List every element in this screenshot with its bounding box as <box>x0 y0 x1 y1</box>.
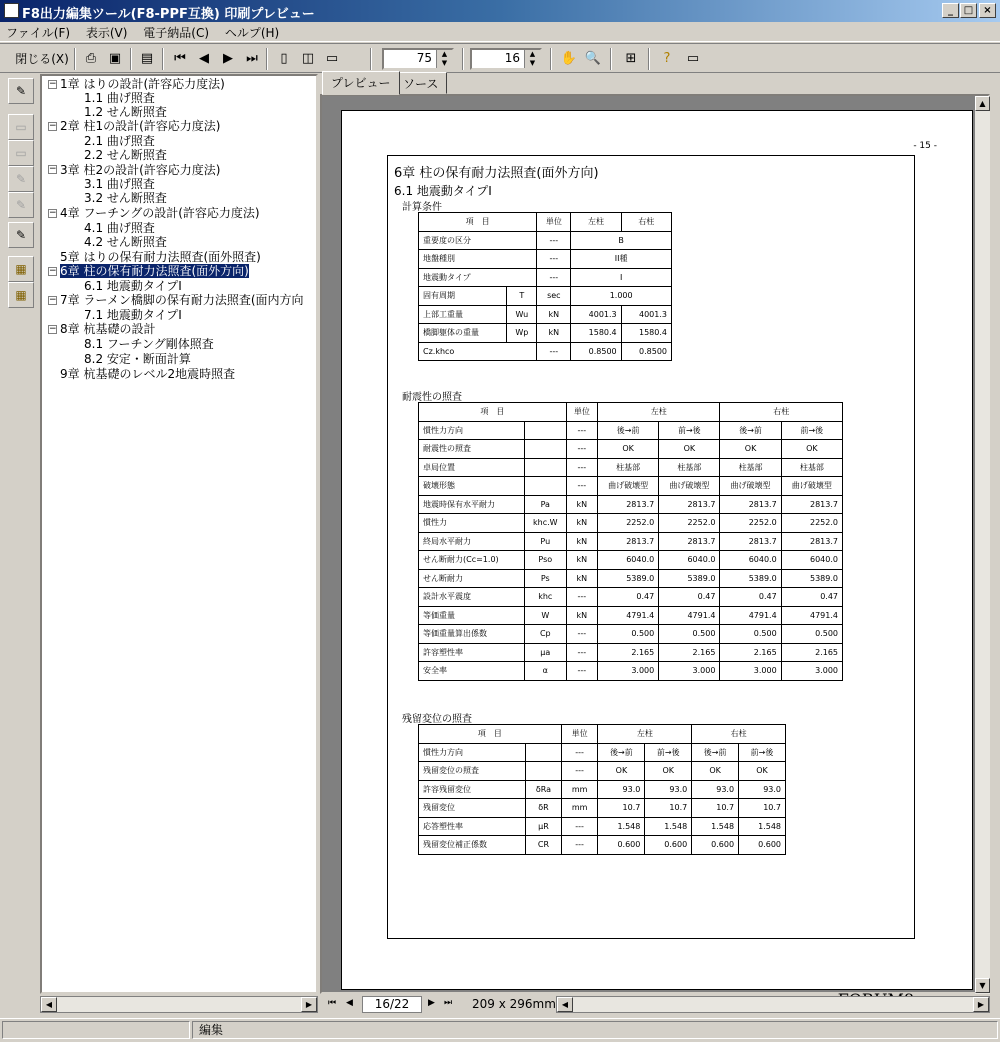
tree-chapter-2[interactable]: 2章 柱1の設計(許容応力度法) <box>60 119 221 133</box>
table-cell: 6040.0 <box>597 551 658 570</box>
page-number: - 15 - <box>913 141 937 151</box>
table-cell: 前→後 <box>739 743 786 762</box>
next-page-icon[interactable]: ▶ <box>223 51 233 66</box>
table-cell: 4791.4 <box>597 606 658 625</box>
table-row <box>419 743 786 762</box>
section-heading: 6.1 地震動タイプI <box>394 184 492 198</box>
table-cell: 後→前 <box>598 743 645 762</box>
outline-tree <box>40 74 318 994</box>
table-cell: kN <box>566 514 597 533</box>
table-cell: 93.0 <box>692 780 739 799</box>
zoom-tool-icon[interactable]: 🔍 <box>584 51 602 66</box>
left-toolbar <box>5 74 37 1010</box>
tree-chapter-6[interactable]: 6章 柱の保有耐力法照査(面外方向) <box>60 264 249 278</box>
table-cell: 6040.0 <box>781 551 842 570</box>
table-row <box>419 817 786 836</box>
collapse-icon[interactable]: − <box>49 324 57 334</box>
table-cell: 後→前 <box>692 743 739 762</box>
table-cell: 柱基部 <box>597 458 658 477</box>
seismic-check-label: 耐震性の照査 <box>402 392 462 403</box>
tree-chapter-4[interactable]: 4章 フーチングの設計(許容応力度法) <box>60 206 260 220</box>
table-cell: 1.548 <box>739 817 786 836</box>
tree-view-icon[interactable]: ▦ <box>8 256 34 282</box>
zoom-input[interactable] <box>382 48 454 70</box>
table-cell: 2813.7 <box>659 495 720 514</box>
status-panel-1 <box>2 1021 190 1039</box>
page-input[interactable] <box>470 48 542 70</box>
table-cell: μR <box>526 817 562 836</box>
menu-electronic-delivery[interactable]: 電子納品(C) <box>143 26 210 40</box>
table-cell: 残留変位 <box>419 799 526 818</box>
tree-item-4-1[interactable]: 4.1 曲げ照査 <box>84 221 155 235</box>
table-cell: 5389.0 <box>720 569 781 588</box>
collapse-icon[interactable]: − <box>49 208 57 218</box>
table-cell: 0.600 <box>739 836 786 855</box>
app-icon <box>4 3 19 18</box>
table-cell: 残留変位補正係数 <box>419 836 526 855</box>
table-cell: 等価重量 <box>419 606 525 625</box>
residual-check-table <box>418 724 786 855</box>
paper-size: 209 x 296mm <box>472 997 556 1011</box>
page-setup-icon[interactable]: ▤ <box>140 51 154 66</box>
tree-item-1-1[interactable]: 1.1 曲げ照査 <box>84 91 155 105</box>
table-cell: 慣性力方向 <box>419 421 525 440</box>
table-cell: 0.47 <box>659 588 720 607</box>
table-row <box>419 799 786 818</box>
table-cell: 5389.0 <box>781 569 842 588</box>
table-cell: 10.7 <box>739 799 786 818</box>
nav-first-icon[interactable]: ⏮ <box>328 998 337 1008</box>
table-cell: 1.548 <box>692 817 739 836</box>
print-icon[interactable]: ⎙ <box>85 51 97 66</box>
table-cell: OK <box>597 440 658 459</box>
table-cell: 0.600 <box>598 836 645 855</box>
tree-item-2-1[interactable]: 2.1 曲げ照査 <box>84 134 155 148</box>
table-cell: 破壊形態 <box>419 477 525 496</box>
first-page-icon[interactable]: ⏮ <box>174 51 186 66</box>
table-cell: 3.000 <box>781 662 842 681</box>
table-cell: α <box>524 662 566 681</box>
table-cell: kN <box>566 569 597 588</box>
table-cell: 慣性力 <box>419 514 525 533</box>
table-cell: 4791.4 <box>781 606 842 625</box>
table-row <box>419 606 843 625</box>
view-tabs <box>320 72 1000 94</box>
table-cell: 0.47 <box>781 588 842 607</box>
table-cell: 設計水平震度 <box>419 588 525 607</box>
nav-last-icon[interactable]: ⏭ <box>444 998 453 1008</box>
table-cell: --- <box>566 588 597 607</box>
table-cell: --- <box>566 625 597 644</box>
preview-horizontal-scrollbar[interactable] <box>556 996 990 1013</box>
tree-item-3-1[interactable]: 3.1 曲げ照査 <box>84 177 155 191</box>
table-cell: --- <box>566 440 597 459</box>
table-cell: 前→後 <box>781 421 842 440</box>
tree-chapter-1[interactable]: 1章 はりの設計(許容応力度法) <box>60 77 225 91</box>
table-row <box>419 762 786 781</box>
table-cell <box>526 743 562 762</box>
table-row <box>419 780 786 799</box>
table-cell: 曲げ破壊型 <box>597 477 658 496</box>
table-cell: 耐震性の照査 <box>419 440 525 459</box>
table-cell: 安全率 <box>419 662 525 681</box>
table-row <box>419 440 843 459</box>
table-cell: --- <box>561 817 598 836</box>
collapse-icon[interactable]: − <box>49 266 57 276</box>
tool-4-icon[interactable]: ✎ <box>8 166 34 192</box>
table-cell <box>524 421 566 440</box>
table-cell: 0.500 <box>659 625 720 644</box>
table-cell: 4791.4 <box>659 606 720 625</box>
table-cell: W <box>524 606 566 625</box>
table-cell: 1.548 <box>645 817 692 836</box>
table-cell <box>524 440 566 459</box>
two-page-icon[interactable]: ◫ <box>301 51 315 66</box>
table-cell: 柱基部 <box>659 458 720 477</box>
edit-pen-icon[interactable]: ✎ <box>8 78 34 104</box>
table-cell: 2252.0 <box>597 514 658 533</box>
tree-item-4-2[interactable]: 4.2 せん断照査 <box>84 235 167 249</box>
table-cell: --- <box>566 477 597 496</box>
tab-source[interactable]: ソース <box>394 72 447 94</box>
nav-prev-icon[interactable]: ◀ <box>346 998 353 1008</box>
table-cell: kN <box>566 532 597 551</box>
page-spinner[interactable]: ▲ ▼ <box>524 50 540 68</box>
table-cell: --- <box>566 458 597 477</box>
collapse-icon[interactable]: − <box>49 121 57 131</box>
table-cell: 終局水平耐力 <box>419 532 525 551</box>
table-row <box>419 477 843 496</box>
menu-help[interactable]: ヘルプ(H) <box>224 26 280 40</box>
page-field[interactable]: 16/22 <box>362 996 422 1013</box>
table-row <box>419 662 843 681</box>
table-cell: kN <box>566 551 597 570</box>
toolbar <box>0 43 1000 73</box>
table-row <box>419 588 843 607</box>
page-sheet <box>341 110 973 990</box>
table-cell: --- <box>566 643 597 662</box>
table-cell: Cp <box>524 625 566 644</box>
multi-page-icon[interactable]: ▭ <box>325 51 339 66</box>
page-navigation <box>320 996 990 1013</box>
table-cell: Ps <box>524 569 566 588</box>
table-cell: OK <box>645 762 692 781</box>
scroll-up-icon[interactable]: ▲ <box>975 96 990 111</box>
scroll-left-icon[interactable]: ◀ <box>557 997 573 1012</box>
table-cell: 0.500 <box>720 625 781 644</box>
table-cell: --- <box>566 421 597 440</box>
scroll-right-icon[interactable]: ▶ <box>301 997 317 1012</box>
table-row <box>419 643 843 662</box>
table-cell: 応答塑性率 <box>419 817 526 836</box>
table-cell: 5389.0 <box>597 569 658 588</box>
calc-conditions-table <box>418 212 672 361</box>
table-cell: 10.7 <box>692 799 739 818</box>
table-cell: 2813.7 <box>597 532 658 551</box>
close-preview-button[interactable]: 閉じる(X) <box>15 52 69 66</box>
table-cell: mm <box>561 780 598 799</box>
table-cell: δRa <box>526 780 562 799</box>
tree-item-8-2[interactable]: 8.2 安定・断面計算 <box>84 352 191 366</box>
scroll-down-icon[interactable]: ▼ <box>975 978 990 993</box>
tree-chapter-3[interactable]: 3章 柱2の設計(許容応力度法) <box>60 163 221 177</box>
preview-area <box>320 94 990 994</box>
table-row <box>419 625 843 644</box>
table-row <box>419 551 843 570</box>
table-cell: 93.0 <box>739 780 786 799</box>
prev-page-icon[interactable]: ◀ <box>199 51 209 66</box>
table-cell: kN <box>566 495 597 514</box>
residual-rows <box>419 743 786 854</box>
table-cell <box>524 477 566 496</box>
table-cell: 慣性力方向 <box>419 743 526 762</box>
table-cell <box>526 762 562 781</box>
table-cell: CR <box>526 836 562 855</box>
table-cell: OK <box>739 762 786 781</box>
table-cell: 4791.4 <box>720 606 781 625</box>
table-cell: 地震時保有水平耐力 <box>419 495 525 514</box>
table-cell: 6040.0 <box>720 551 781 570</box>
table-cell: --- <box>561 836 598 855</box>
table-cell: OK <box>598 762 645 781</box>
table-cell: --- <box>561 762 598 781</box>
collapse-icon[interactable]: − <box>49 164 57 174</box>
nav-next-icon[interactable]: ▶ <box>428 998 435 1008</box>
table-cell: 前→後 <box>659 421 720 440</box>
help-icon[interactable]: ? <box>663 51 671 66</box>
last-page-icon[interactable]: ⏭ <box>246 51 258 66</box>
tree-item-7-1[interactable]: 7.1 地震動タイプI <box>84 308 182 322</box>
table-cell: OK <box>659 440 720 459</box>
tree-horizontal-scrollbar[interactable] <box>40 996 318 1013</box>
table-cell: Pu <box>524 532 566 551</box>
table-row: 項 目 単位 左柱 右柱 <box>419 725 786 744</box>
tool-2-icon[interactable]: ▭ <box>8 114 34 140</box>
table-cell: 3.000 <box>720 662 781 681</box>
seismic-rows <box>419 421 843 680</box>
table-cell: khc.W <box>524 514 566 533</box>
about-icon[interactable]: ▭ <box>686 51 700 66</box>
table-cell: 後→前 <box>597 421 658 440</box>
table-row: 項 目 単位 左柱 右柱 <box>419 213 672 232</box>
table-row: 重要度の区分 --- B <box>419 231 672 250</box>
table-cell: 2813.7 <box>597 495 658 514</box>
table-cell: 6040.0 <box>659 551 720 570</box>
status-mode: 編集 <box>192 1021 998 1039</box>
table-cell: せん断耐力 <box>419 569 525 588</box>
table-cell: 0.600 <box>645 836 692 855</box>
tool-3-icon[interactable]: ▭ <box>8 140 34 166</box>
table-cell: 10.7 <box>645 799 692 818</box>
table-cell: 2.165 <box>659 643 720 662</box>
table-cell: 前→後 <box>645 743 692 762</box>
table-cell: --- <box>566 662 597 681</box>
fit-page-icon[interactable]: ⊞ <box>625 51 637 66</box>
tool-6-icon[interactable]: ✎ <box>8 222 34 248</box>
table-cell: 2813.7 <box>781 495 842 514</box>
table-cell: 曲げ破壊型 <box>659 477 720 496</box>
table-cell: mm <box>561 799 598 818</box>
table-row <box>419 569 843 588</box>
tab-preview[interactable]: プレビュー <box>322 71 400 95</box>
table-cell: 93.0 <box>645 780 692 799</box>
table-cell: 0.500 <box>597 625 658 644</box>
table-row: Cz.khco --- 0.8500 0.8500 <box>419 342 672 361</box>
table-cell: 0.47 <box>597 588 658 607</box>
table-cell: 卓局位置 <box>419 458 525 477</box>
table-cell: 等価重量算出係数 <box>419 625 525 644</box>
maximize-button[interactable]: □ <box>960 3 977 18</box>
tree-chapter-8[interactable]: 8章 杭基礎の設計 <box>60 322 156 336</box>
table-cell: 3.000 <box>597 662 658 681</box>
table-cell: 2.165 <box>720 643 781 662</box>
tool-5-icon[interactable]: ✎ <box>8 192 34 218</box>
table-row: 地盤種別 --- II種 <box>419 250 672 269</box>
residual-check-label: 残留変位の照査 <box>402 714 472 725</box>
hand-tool-icon[interactable]: ✋ <box>560 51 578 66</box>
table-row <box>419 421 843 440</box>
menu-bar <box>0 22 1000 42</box>
table-cell: 許容残留変位 <box>419 780 526 799</box>
table-cell: 後→前 <box>720 421 781 440</box>
table-cell: 曲げ破壊型 <box>720 477 781 496</box>
single-page-icon[interactable]: ▯ <box>280 51 288 66</box>
content-frame <box>387 155 915 939</box>
table-cell: OK <box>692 762 739 781</box>
menu-view[interactable]: 表示(V) <box>85 26 128 40</box>
table-row <box>419 514 843 533</box>
table-row: 地震動タイプ --- I <box>419 268 672 287</box>
table-row: 橋脚躯体の重量 Wp kN 1580.4 1580.4 <box>419 324 672 343</box>
tree-item-3-2[interactable]: 3.2 せん断照査 <box>84 191 167 205</box>
table-cell: 5389.0 <box>659 569 720 588</box>
table-cell: 10.7 <box>598 799 645 818</box>
table-cell: 3.000 <box>659 662 720 681</box>
table-cell: 93.0 <box>598 780 645 799</box>
table-cell: 0.47 <box>720 588 781 607</box>
tree-item-1-2[interactable]: 1.2 せん断照査 <box>84 105 167 119</box>
window-title: F8出力編集ツール(F8-PPF互換) 印刷プレビュー <box>22 7 315 22</box>
zoom-value: 75 <box>416 51 432 65</box>
tree-item-2-2[interactable]: 2.2 せん断照査 <box>84 148 167 162</box>
table-cell: 2813.7 <box>659 532 720 551</box>
table-cell: 2813.7 <box>720 495 781 514</box>
table-cell: μa <box>524 643 566 662</box>
table-cell: 1.548 <box>598 817 645 836</box>
table-cell: khc <box>524 588 566 607</box>
table-cell: 2.165 <box>597 643 658 662</box>
table-row: 項 目 単位 左柱 右柱 <box>419 403 843 422</box>
page-value: 16 <box>504 51 520 65</box>
table-cell: 2813.7 <box>781 532 842 551</box>
preview-vertical-scrollbar[interactable] <box>975 96 990 994</box>
save-icon[interactable]: ▣ <box>108 51 122 66</box>
table-cell: kN <box>566 606 597 625</box>
tree-chapter-7[interactable]: 7章 ラーメン橋脚の保有耐力法照査(面内方向 <box>60 293 304 307</box>
table-row <box>419 532 843 551</box>
table-cell: 2252.0 <box>659 514 720 533</box>
table-cell: 曲げ破壊型 <box>781 477 842 496</box>
table-cell: Pso <box>524 551 566 570</box>
table-cell <box>524 458 566 477</box>
table-cell: δR <box>526 799 562 818</box>
table-cell: OK <box>781 440 842 459</box>
tree-chapter-5[interactable]: 5章 はりの保有耐力法照査(面外照査) <box>60 250 261 264</box>
table-cell: 柱基部 <box>781 458 842 477</box>
table-cell: 2252.0 <box>720 514 781 533</box>
table-cell: 2.165 <box>781 643 842 662</box>
table-cell: 残留変位の照査 <box>419 762 526 781</box>
table-row <box>419 458 843 477</box>
table-cell: OK <box>720 440 781 459</box>
table-cell: 0.600 <box>692 836 739 855</box>
scroll-right-icon[interactable]: ▶ <box>973 997 989 1012</box>
tree-chapter-9[interactable]: 9章 杭基礎のレベル2地震時照査 <box>60 367 236 381</box>
table-cell: せん断耐力(Cc=1.0) <box>419 551 525 570</box>
table-row: 固有周期 T sec 1.000 <box>419 287 672 306</box>
title-bar <box>0 0 1000 22</box>
scroll-left-icon[interactable]: ◀ <box>41 997 57 1012</box>
table-row <box>419 836 786 855</box>
tree-item-6-1[interactable]: 6.1 地震動タイプI <box>84 279 182 293</box>
minimize-button[interactable]: _ <box>942 3 959 18</box>
table-cell: 0.500 <box>781 625 842 644</box>
tree-expand-icon[interactable]: ▦ <box>8 282 34 308</box>
collapse-icon[interactable]: − <box>49 79 57 89</box>
table-cell: --- <box>561 743 598 762</box>
table-cell: 2252.0 <box>781 514 842 533</box>
table-cell: 柱基部 <box>720 458 781 477</box>
table-row: 上部工重量 Wu kN 4001.3 4001.3 <box>419 305 672 324</box>
table-cell: Pa <box>524 495 566 514</box>
table-row <box>419 495 843 514</box>
table-cell: 2813.7 <box>720 532 781 551</box>
menu-file[interactable]: ファイル(F) <box>6 26 71 40</box>
table-cell: 許容塑性率 <box>419 643 525 662</box>
chapter-heading: 6章 柱の保有耐力法照査(面外方向) <box>394 166 599 181</box>
calc-conditions-label: 計算条件 <box>402 202 442 213</box>
seismic-check-table <box>418 402 843 681</box>
zoom-spinner[interactable]: ▲ ▼ <box>436 50 452 68</box>
collapse-icon[interactable]: − <box>49 295 57 305</box>
close-window-button[interactable]: × <box>979 3 996 18</box>
status-bar <box>0 1018 1000 1042</box>
tree-item-8-1[interactable]: 8.1 フーチング剛体照査 <box>84 337 214 351</box>
